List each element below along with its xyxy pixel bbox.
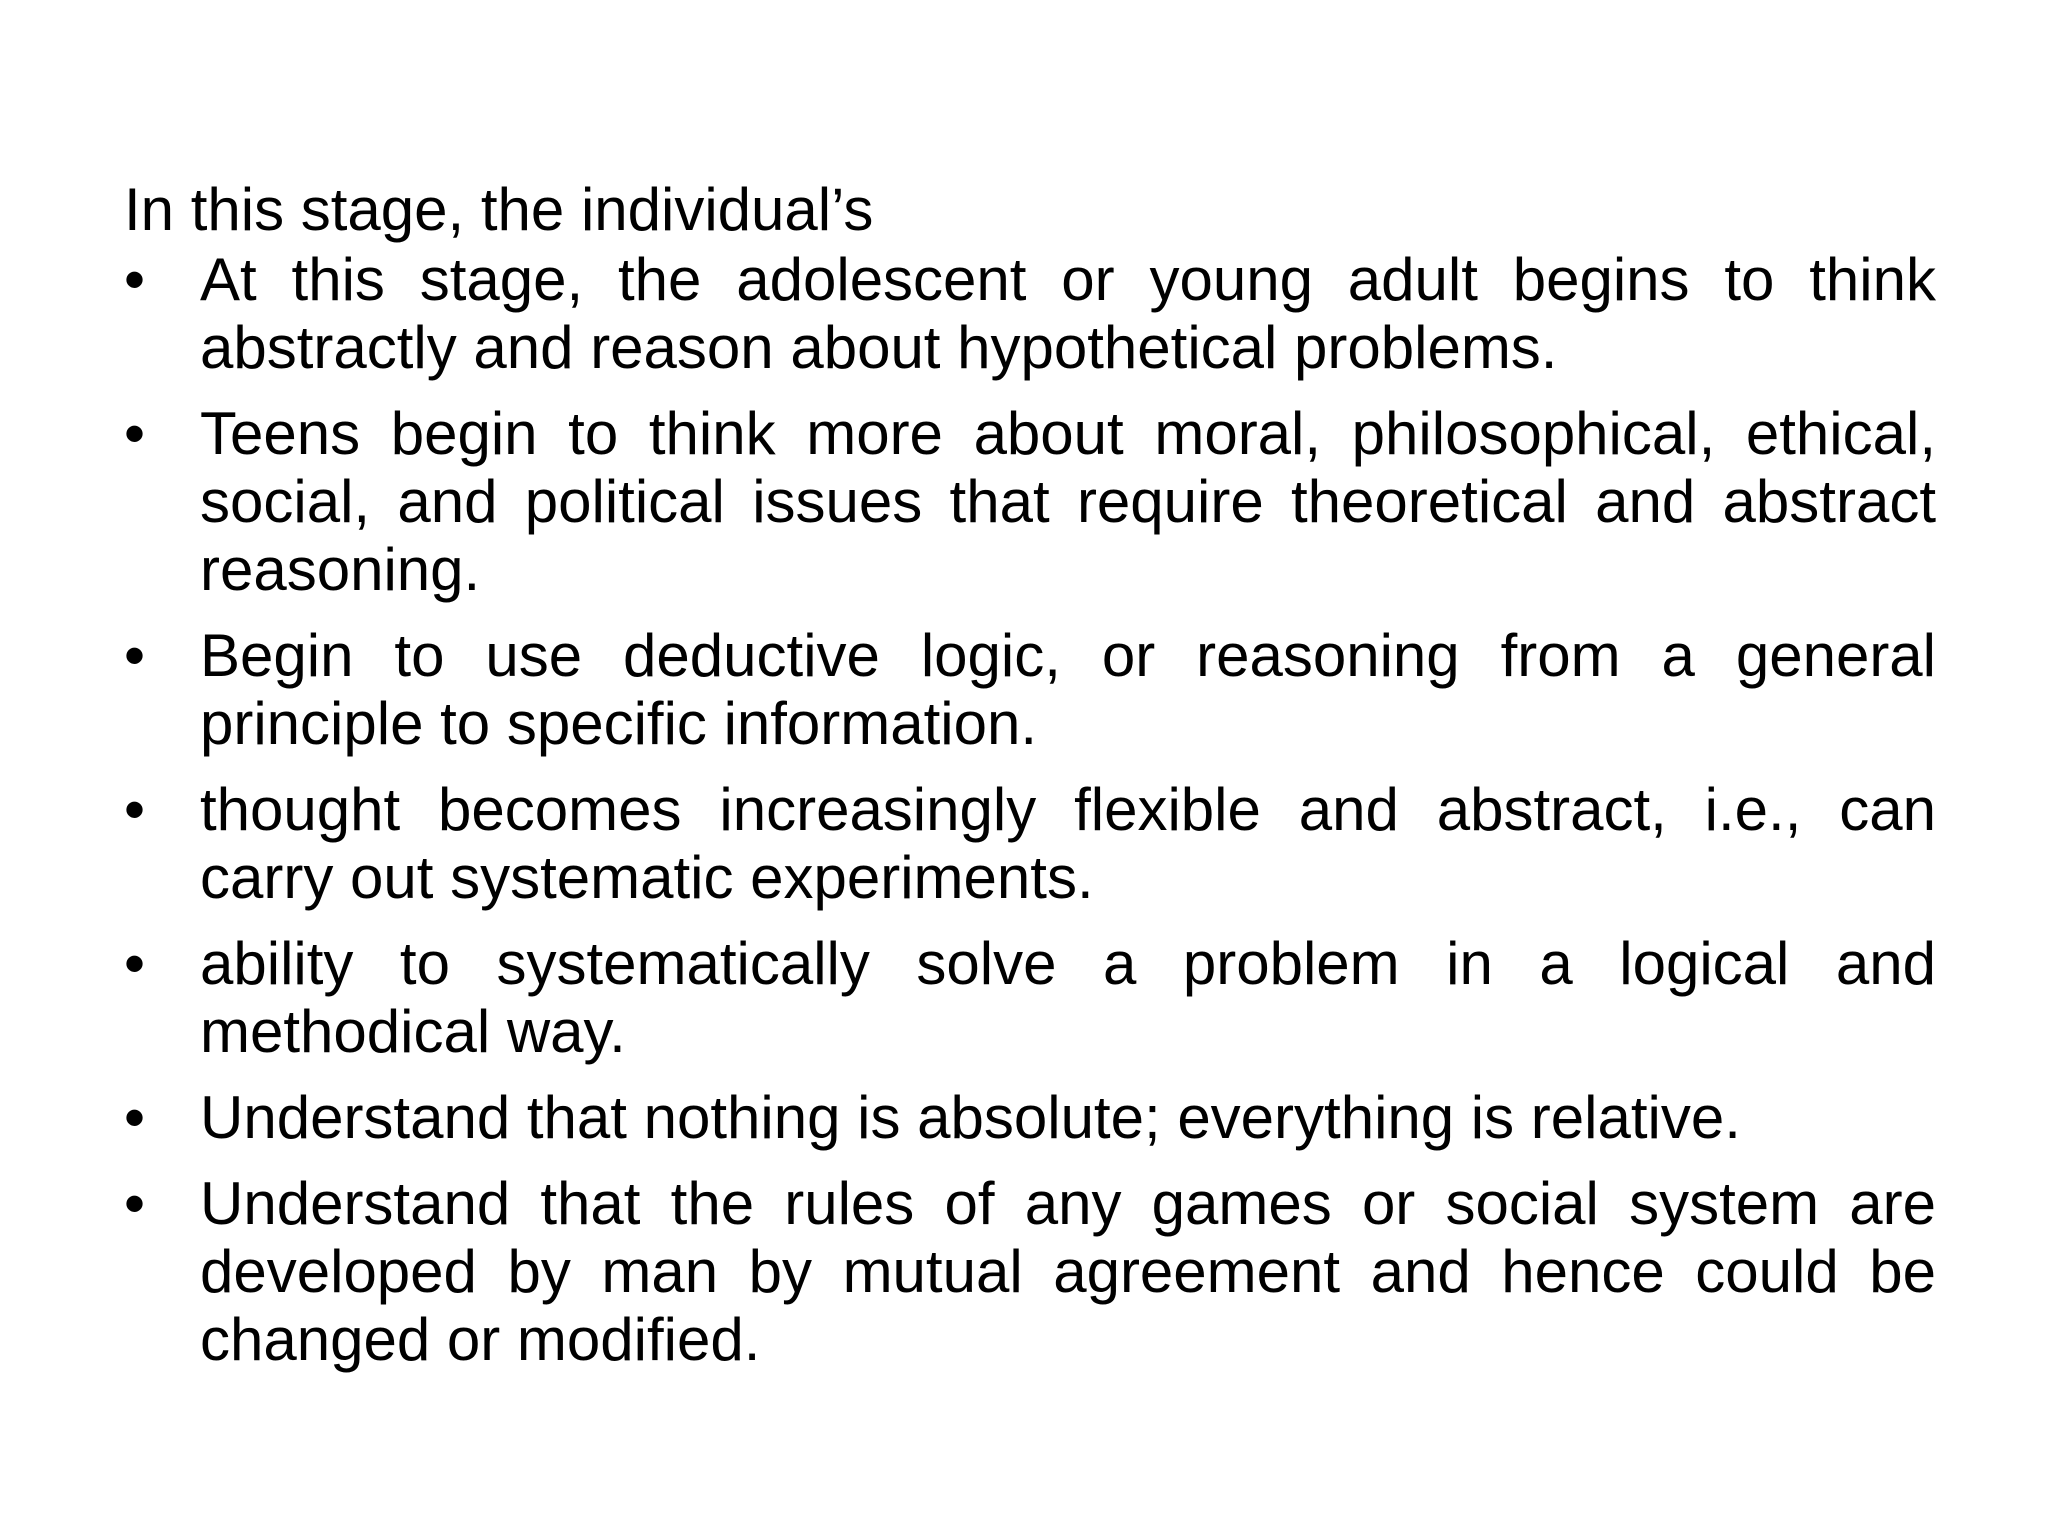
bullet-text: Understand that nothing is absolute; everything is relative. bbox=[200, 1084, 1741, 1151]
bullet-text: Teens begin to think more about moral, philosophical, ethical, social, and political issues that require theoretical and abstract reasoning. bbox=[200, 400, 1936, 603]
list-item bbox=[124, 622, 1936, 758]
bullet-icon: • bbox=[124, 622, 146, 689]
list-item bbox=[124, 246, 1936, 382]
bullet-text: Begin to use deductive logic, or reasoning from a general principle to specific information. bbox=[200, 622, 1936, 757]
bullet-icon: • bbox=[124, 1084, 146, 1151]
list-item bbox=[124, 400, 1936, 604]
bullet-list bbox=[124, 246, 1936, 1374]
bullet-icon: • bbox=[124, 400, 146, 467]
list-item bbox=[124, 930, 1936, 1066]
intro-text: In this stage, the individual’s bbox=[124, 176, 874, 243]
bullet-icon: • bbox=[124, 1170, 146, 1237]
bullet-icon: • bbox=[124, 246, 146, 313]
list-item bbox=[124, 776, 1936, 912]
bullet-icon: • bbox=[124, 776, 146, 843]
bullet-text: ability to systematically solve a problem in a logical and methodical way. bbox=[200, 930, 1936, 1065]
list-item bbox=[124, 1084, 1936, 1152]
bullet-text: thought becomes increasingly flexible and abstract, i.e., can carry out systematic experiments. bbox=[200, 776, 1936, 911]
bullet-text: Understand that the rules of any games or social system are developed by man by mutual agreement and hence could be changed or modified. bbox=[200, 1170, 1936, 1373]
bullet-icon: • bbox=[124, 930, 146, 997]
slide-content bbox=[124, 176, 1936, 1392]
list-item bbox=[124, 1170, 1936, 1374]
bullet-text: At this stage, the adolescent or young adult begins to think abstractly and reason about hypothetical problems. bbox=[200, 246, 1936, 381]
